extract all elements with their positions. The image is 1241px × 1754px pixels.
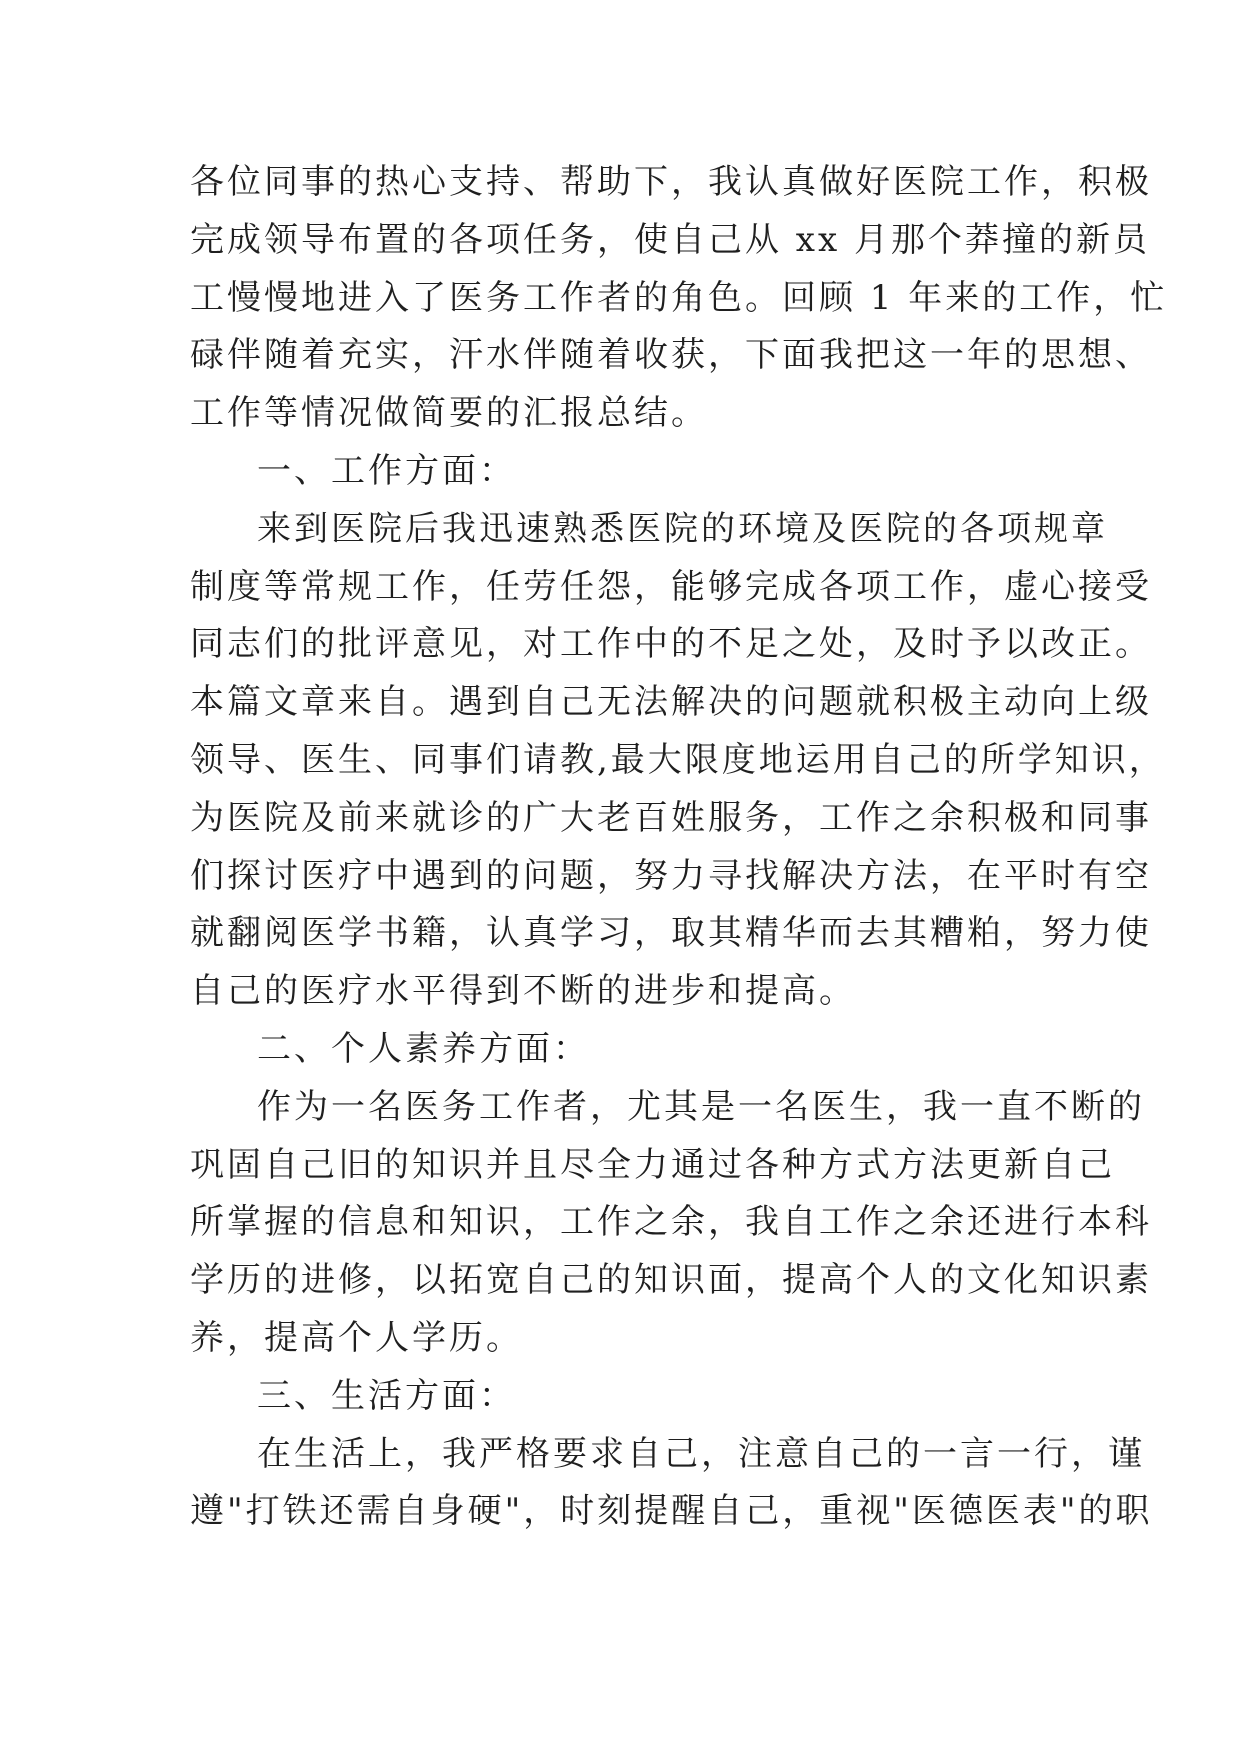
paragraph-life — [190, 1426, 1153, 1542]
text-line: 制度等常规工作，任劳任怨，能够完成各项工作，虚心接受 — [190, 566, 1152, 607]
text-line: 来到医院后我迅速熟悉医院的环境及医院的各项规章 — [257, 508, 1108, 549]
text-line: 工慢慢地进入了医务工作者的角色。回顾 1 年来的工作，忙 — [190, 277, 1168, 318]
section-heading-life — [190, 1368, 1070, 1426]
text-line: 同志们的批评意见，对工作中的不足之处，及时予以改正。 — [190, 624, 1152, 665]
text-line: 碌伴随着充实，汗水伴随着收获，下面我把这一年的思想、 — [190, 335, 1152, 376]
heading-text: 二、个人素养方面： — [257, 1028, 590, 1069]
document-page — [190, 154, 1168, 1541]
text-line: 养，提高个人学历。 — [190, 1317, 523, 1358]
text-line: 自己的医疗水平得到不断的进步和提高。 — [190, 971, 856, 1012]
text-line: 学历的进修，以拓宽自己的知识面，提高个人的文化知识素 — [190, 1260, 1152, 1301]
text-line: 遵"打铁还需自身硬"，时刻提醒自己，重视"医德医表"的职 — [190, 1491, 1153, 1532]
text-line: 所掌握的信息和知识，工作之余，我自工作之余还进行本科 — [190, 1202, 1152, 1243]
text-line: 作为一名医务工作者，尤其是一名医生，我一直不断的 — [257, 1086, 1145, 1127]
text-line: 就翻阅医学书籍，认真学习，取其精华而去其糟粕，努力使 — [190, 913, 1152, 954]
paragraph-intro — [190, 154, 1168, 443]
text-line: 巩固自己旧的知识并且尽全力通过各种方式方法更新自己 — [190, 1144, 1115, 1185]
text-line: 各位同事的热心支持、帮助下，我认真做好医院工作，积极 — [190, 162, 1152, 202]
text-line: 本篇文章来自。遇到自己无法解决的问题就积极主动向上级 — [190, 682, 1152, 723]
paragraph-quality — [190, 1079, 1152, 1368]
heading-text: 一、工作方面： — [257, 450, 516, 491]
text-line: 领导、医生、同事们请教,最大限度地运用自己的所学知识， — [190, 739, 1166, 780]
section-heading-quality — [190, 1021, 1070, 1079]
section-heading-work — [190, 443, 1070, 501]
text-line: 在生活上，我严格要求自己，注意自己的一言一行，谨 — [257, 1433, 1145, 1474]
text-line: 完成领导布置的各项任务，使自己从 xx 月那个莽撞的新员 — [190, 219, 1150, 260]
text-line: 工作等情况做简要的汇报总结。 — [190, 393, 708, 434]
heading-text: 三、生活方面： — [257, 1375, 516, 1416]
text-line: 们探讨医疗中遇到的问题，努力寻找解决方法，在平时有空 — [190, 855, 1152, 896]
text-line: 为医院及前来就诊的广大老百姓服务，工作之余积极和同事 — [190, 797, 1152, 838]
paragraph-work — [190, 501, 1166, 1021]
